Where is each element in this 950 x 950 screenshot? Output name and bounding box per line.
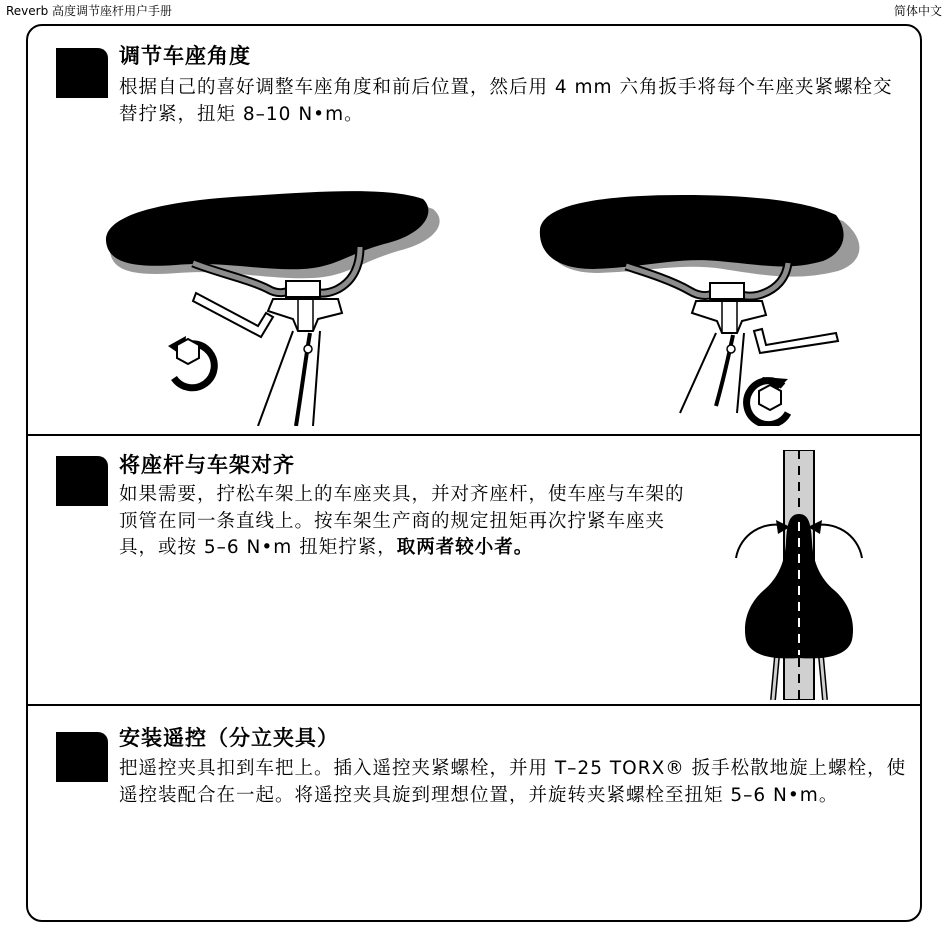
counterclockwise-hex-icon [168,336,214,388]
step-title: 安装遥控（分立夹具） [119,726,339,750]
step-title: 调节车座角度 [119,44,251,68]
step-install-remote [28,706,920,922]
step-marker [56,732,108,782]
step-body: 把遥控夹具扣到车把上。插入遥控夹紧螺栓，并用 T–25 TORX® 扳手松散地旋上螺栓，使遥控装配合在一起。将遥控夹具旋到理想位置，并旋转夹紧螺栓至扭矩 5–6 N•m。 [119,758,907,806]
header-language: 简体中文 [893,4,942,18]
step-adjust-saddle-angle [28,26,920,434]
step-marker [56,48,108,98]
saddle-alignment-illustration [728,450,878,700]
step-body-text: 如果需要，拧松车架上的车座夹具，并对齐座杆，使车座与车架的顶管在同一条直线上。按车架生产商的规定扭矩再次拧紧车座夹具，或按 5–6 N•m 扭矩拧紧， [119,484,685,558]
step-body [119,482,699,562]
step-title: 将座杆与车架对齐 [119,453,295,477]
clockwise-hex-icon [747,377,788,425]
saddle-tilt-illustration-right [518,181,888,426]
saddle-tilt-illustration-left [98,181,468,426]
step-marker [56,456,108,506]
instruction-panel [26,24,922,922]
step-body-emphasis: 取两者较小者。 [396,537,534,558]
header-manual-title: Reverb 高度调节座杆用户手册 [6,4,173,18]
step-body: 根据自己的喜好调整车座角度和前后位置，然后用 4 mm 六角扳手将每个车座夹紧螺栓交替拧紧，扭矩 8–10 N•m。 [119,77,893,125]
step-align-seatpost [28,436,920,704]
